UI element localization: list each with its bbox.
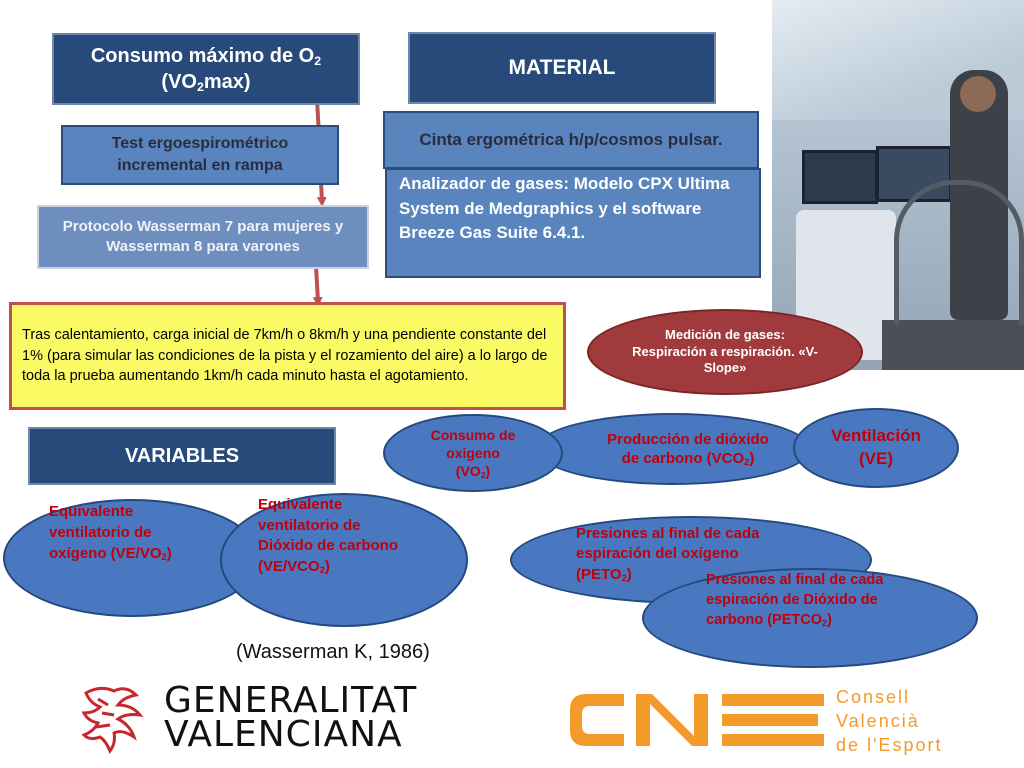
warmup-text: Tras calentamiento, carga inicial de 7km/h o 8km/h y una pendiente constante del 1% (para simular las condiciones de la pista y el rozamiento del aire) a lo largo de toda la prueba aumentando 1km/h cada minuto hasta el agotamiento. bbox=[22, 327, 548, 385]
cinta-box bbox=[383, 111, 759, 169]
vo2-line3: (VO2) bbox=[455, 463, 491, 480]
generalitat-valenciana-logo bbox=[80, 680, 460, 755]
petco2-line2: espiración de Dióxido de bbox=[706, 592, 878, 608]
variables-box bbox=[28, 427, 336, 485]
cve-mark-icon bbox=[566, 680, 832, 760]
peto2-line3: (PETO2) bbox=[576, 565, 632, 583]
vo2-ellipse bbox=[383, 414, 563, 492]
cve-text-line1: Consell bbox=[836, 687, 911, 707]
vo2max-title-box bbox=[52, 33, 360, 105]
material-box bbox=[408, 32, 716, 104]
ve-line1: Ventilación bbox=[831, 426, 921, 446]
ve-vo2-line1: Equivalente bbox=[49, 503, 134, 520]
protocol-box bbox=[37, 205, 369, 269]
ve-vco2-line3: Dióxido de carbono bbox=[258, 537, 399, 555]
consell-valencia-esport-logo bbox=[566, 680, 1006, 760]
ve-vo2-line2: ventilatorio de bbox=[49, 524, 152, 541]
arrow-protocol-to-warmup bbox=[316, 266, 318, 302]
medicion-text: Medición de gases: Respiración a respiración. «V-Slope» bbox=[632, 326, 818, 376]
cve-text-line2: Valencià bbox=[836, 711, 920, 731]
variables-label: VARIABLES bbox=[124, 444, 240, 467]
ve-vco2-line4: (VE/VCO2) bbox=[258, 558, 330, 576]
cve-text-line3: de l'Esport bbox=[836, 735, 943, 755]
medicion-gases-ellipse bbox=[587, 309, 863, 395]
test-box bbox=[61, 125, 339, 185]
vco2-line2: de carbono (VCO2) bbox=[621, 450, 755, 468]
vco2-ellipse bbox=[535, 413, 811, 485]
gv-emblem-icon bbox=[80, 683, 152, 755]
petco2-ellipse bbox=[642, 568, 978, 668]
vo2-line1: Consumo de bbox=[430, 426, 516, 443]
peto2-line1: Presiones al final de cada bbox=[576, 525, 760, 542]
citation: (Wasserman K, 1986) bbox=[236, 641, 430, 663]
gv-text-line1: GENERALITAT bbox=[164, 680, 418, 721]
protocol-text: Protocolo Wasserman 7 para mujeres y Wasserman 8 para varones bbox=[62, 217, 344, 255]
vco2-line1: Producción de dióxido bbox=[607, 430, 769, 448]
treadmill-test-photo bbox=[772, 0, 1024, 370]
petco2-line3: carbono (PETCO2) bbox=[706, 612, 832, 628]
material-label: MATERIAL bbox=[508, 56, 616, 79]
ve-vo2-line3: oxígeno (VE/VO2) bbox=[49, 545, 172, 563]
analyzer-text: Analizador de gases: Modelo CPX Ultima System de Medgraphics y el software Breeze Gas Suite 6.4.1. bbox=[399, 174, 730, 243]
warmup-box bbox=[9, 302, 566, 410]
vo2max-title-line1: Consumo máximo de O2 bbox=[90, 45, 322, 68]
test-text: Test ergoespirométrico incremental en rampa bbox=[111, 135, 289, 174]
ve-vco2-line1: Equivalente bbox=[258, 496, 343, 513]
ve-line2: (VE) bbox=[859, 449, 893, 468]
gv-text-line2: VALENCIANA bbox=[164, 714, 403, 755]
cinta-text: Cinta ergométrica h/p/cosmos pulsar. bbox=[419, 130, 723, 150]
ve-ellipse bbox=[793, 408, 959, 488]
ve-vco2-ellipse bbox=[220, 493, 468, 627]
petco2-line1: Presiones al final de cada bbox=[706, 572, 884, 588]
vo2max-title-line2: (VO2max) bbox=[161, 71, 251, 94]
analyzer-box bbox=[385, 168, 761, 278]
peto2-line2: espiración del oxígeno bbox=[576, 545, 739, 563]
ve-vco2-line2: ventilatorio de bbox=[258, 516, 361, 534]
vo2-line2: oxigeno bbox=[446, 444, 500, 461]
